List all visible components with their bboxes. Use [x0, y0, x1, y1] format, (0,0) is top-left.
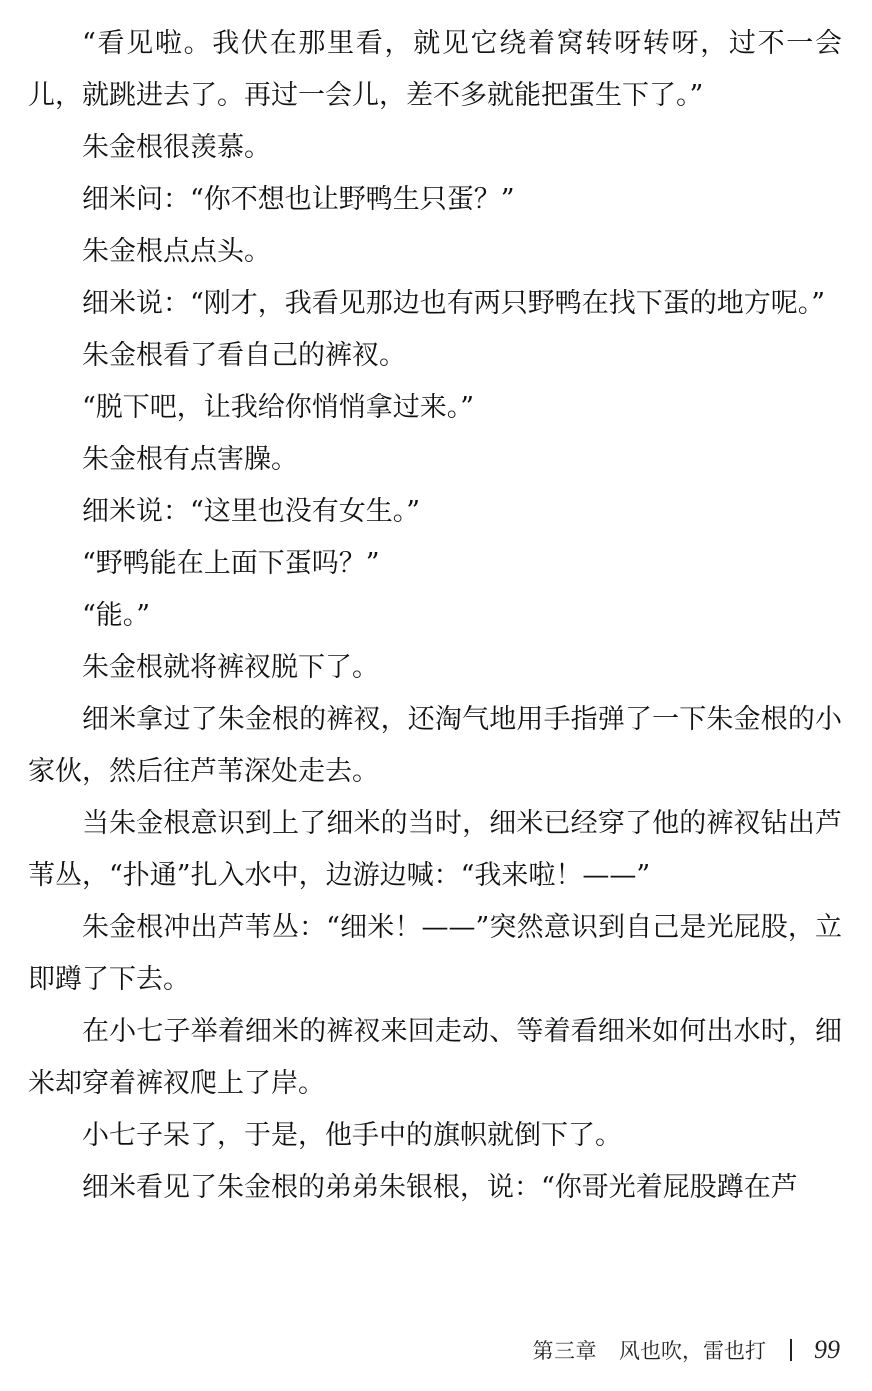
paragraph: 朱金根冲出芦苇丛：“细米！——”突然意识到自己是光屁股，立即蹲了下去。 — [28, 912, 842, 995]
paragraph: 在小七子举着细米的裤衩来回走动、等着看细米如何出水时，细米却穿着裤衩爬上了岸。 — [28, 1016, 842, 1099]
paragraph: “脱下吧，让我给你悄悄拿过来。” — [82, 392, 475, 423]
body-text — [28, 18, 842, 1214]
paragraph: “看见啦。我伏在那里看，就见它绕着窝转呀转呀，过不一会儿，就跳进去了。再过一会儿，差不多就能把蛋生下了。” — [28, 28, 842, 111]
paragraph: 细米拿过了朱金根的裤衩，还淘气地用手指弹了一下朱金根的小家伙，然后往芦苇深处走去。 — [28, 704, 842, 787]
paragraph: 朱金根看了看自己的裤衩。 — [82, 340, 406, 371]
paragraph: 朱金根就将裤衩脱下了。 — [82, 652, 379, 683]
paragraph: 细米看见了朱金根的弟弟朱银根，说：“你哥光着屁股蹲在芦 — [82, 1172, 798, 1203]
paragraph: 朱金根有点害臊。 — [82, 444, 298, 475]
page-number: 99 — [814, 1335, 840, 1364]
paragraph: 朱金根很羡慕。 — [82, 132, 271, 163]
footer-divider — [790, 1339, 792, 1361]
chapter-label: 第三章 — [532, 1339, 597, 1363]
paragraph: 朱金根点点头。 — [82, 236, 271, 267]
page-footer — [0, 1330, 840, 1370]
paragraph: 小七子呆了，于是，他手中的旗帜就倒下了。 — [82, 1120, 622, 1151]
chapter-title: 风也吹，雷也打 — [619, 1339, 766, 1363]
paragraph: 当朱金根意识到上了细米的当时，细米已经穿了他的裤衩钻出芦苇丛，“扑通”扎入水中，边游边喊：“我来啦！——” — [28, 808, 842, 891]
paragraph: 细米说：“这里也没有女生。” — [82, 496, 421, 527]
paragraph: 细米说：“刚才，我看见那边也有两只野鸭在找下蛋的地方呢。” — [82, 288, 826, 319]
paragraph: 细米问：“你不想也让野鸭生只蛋？” — [82, 184, 515, 215]
paragraph: “野鸭能在上面下蛋吗？” — [82, 548, 380, 579]
paragraph: “能。” — [82, 600, 151, 631]
